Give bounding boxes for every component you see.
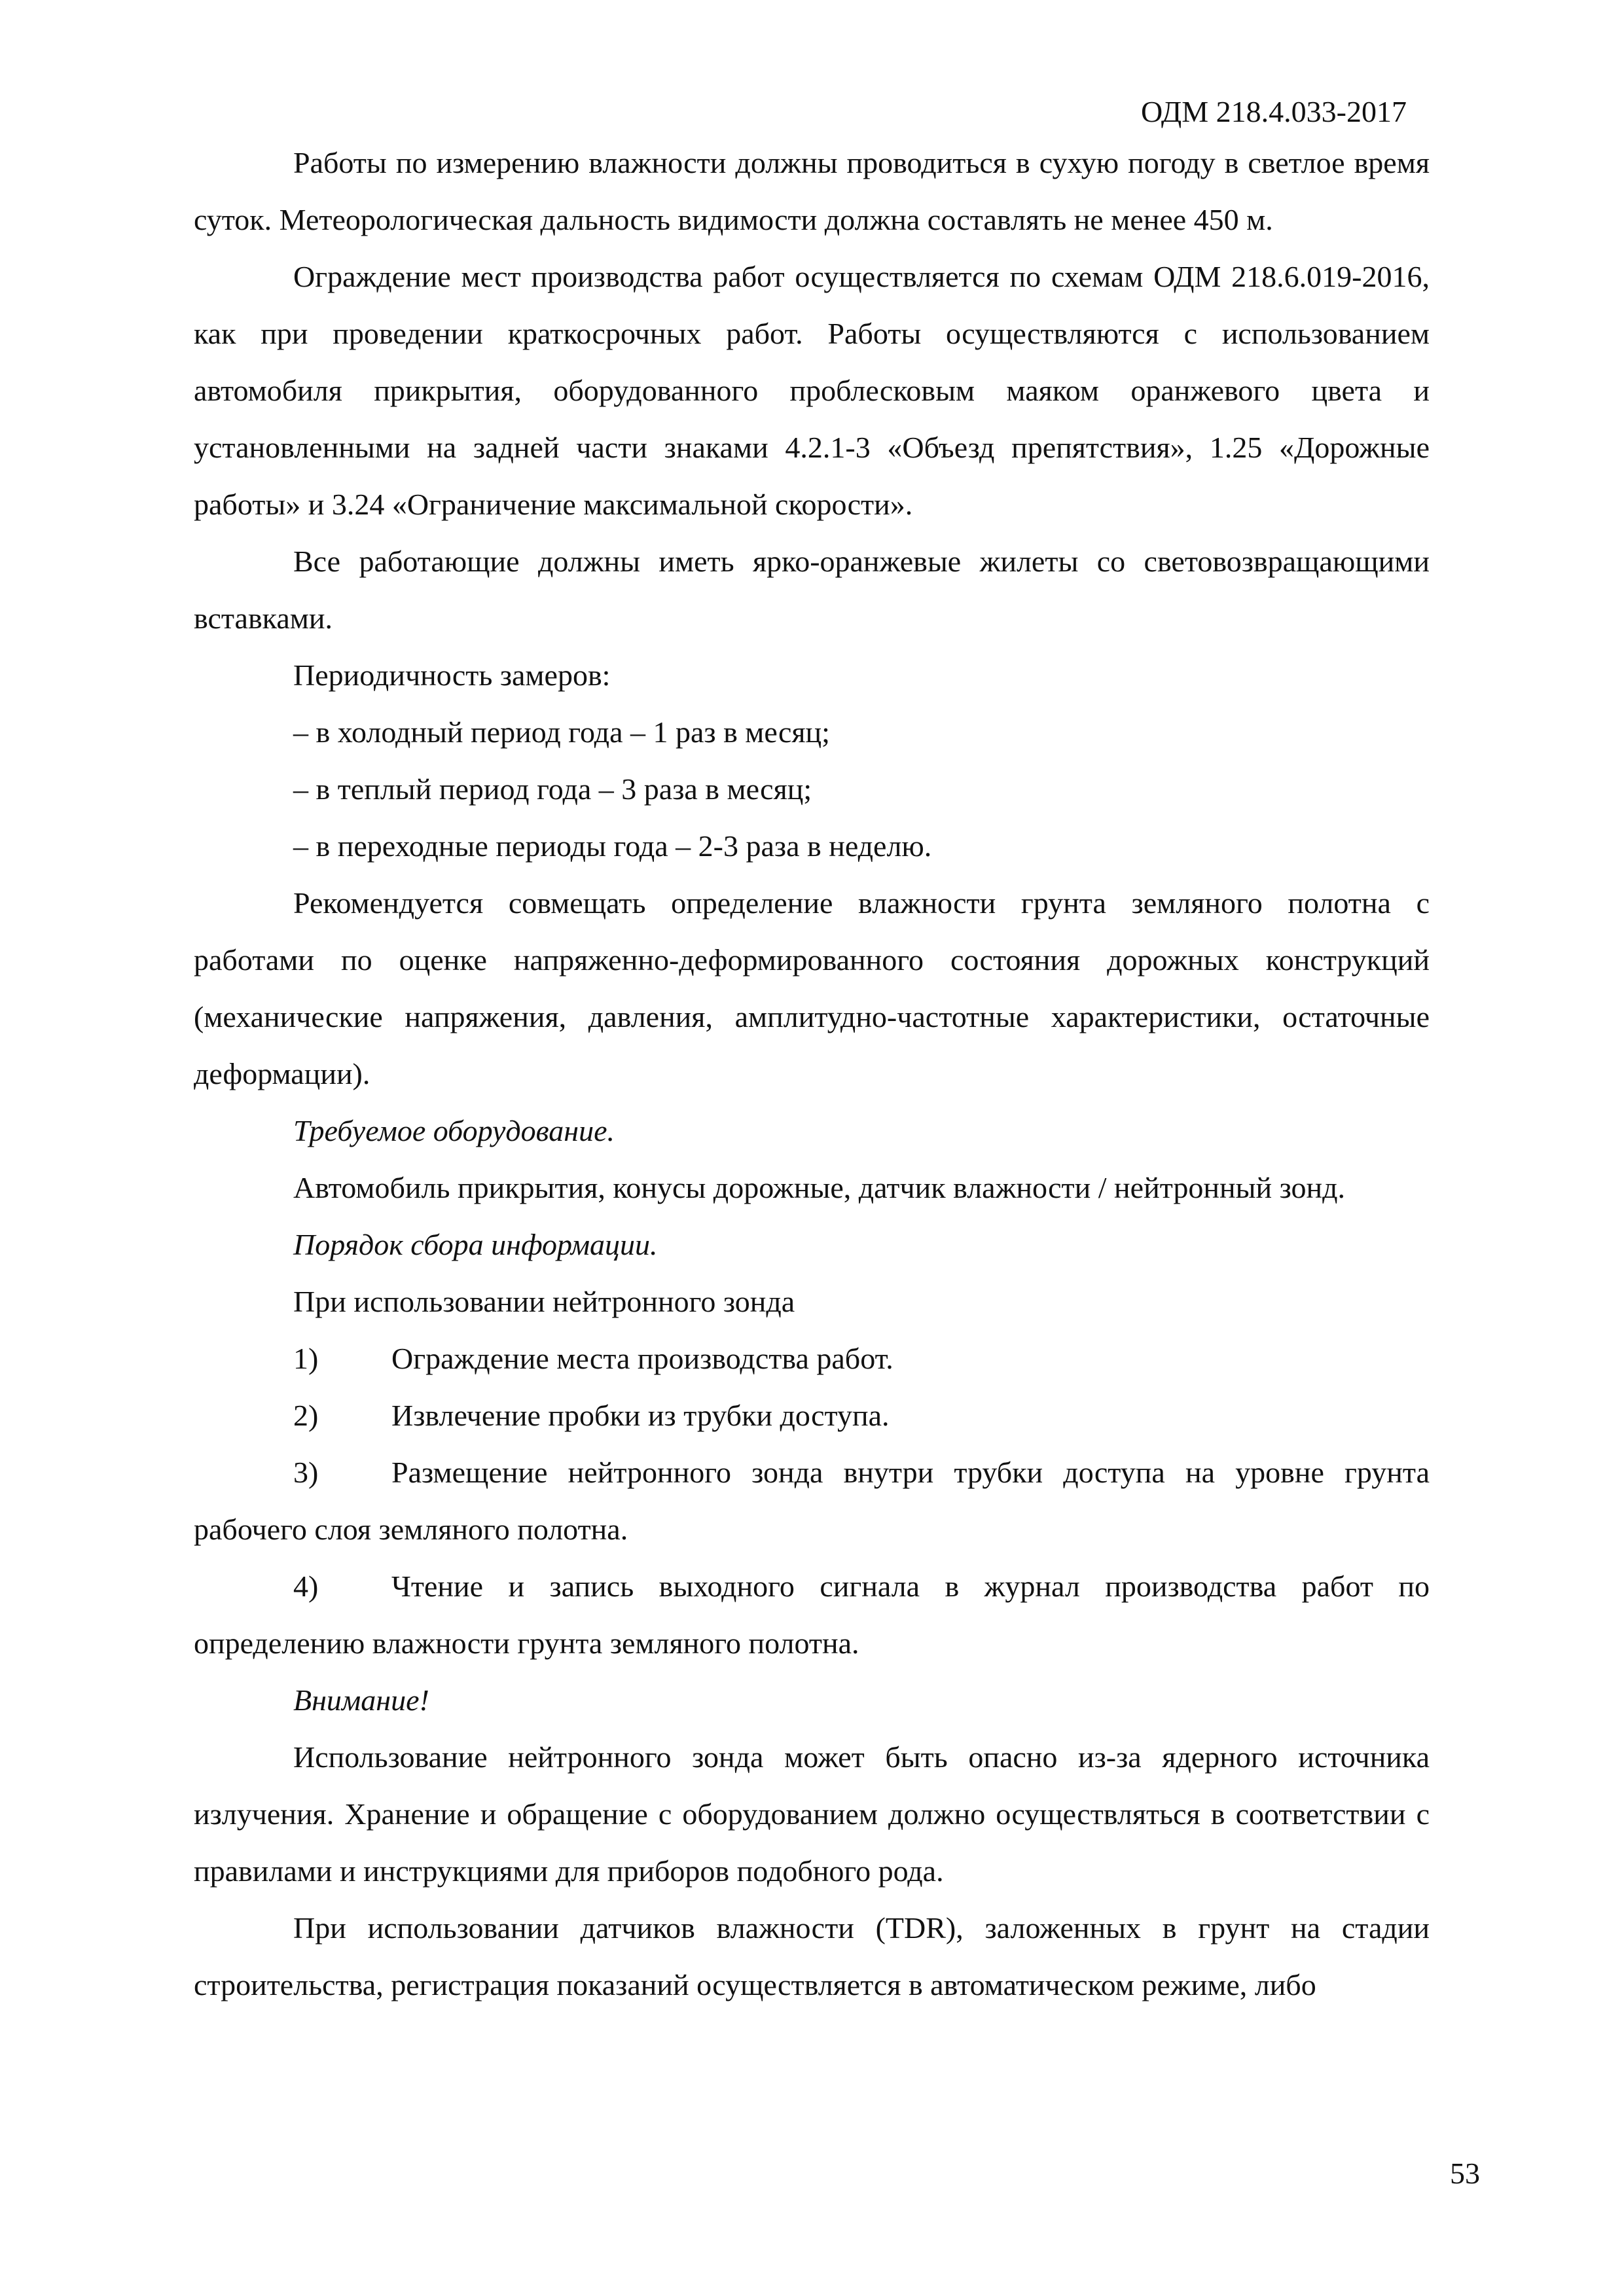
paragraph-frequency-heading: Периодичность замеров: [293, 658, 611, 692]
section-heading-equipment: Требуемое оборудование. [293, 1114, 615, 1147]
step-text: Чтение и запись выходного сигнала в журнал производства работ по определению влажности грунта земляного полотна. [194, 1570, 1430, 1660]
list-item-cold-period: – в холодный период года – 1 раз в месяц; [293, 715, 830, 749]
procedure-step [194, 1387, 1430, 1444]
step-text: Размещение нейтронного зонда внутри трубки доступа на уровне грунта рабочего слоя земляного полотна. [194, 1456, 1430, 1546]
step-text: Ограждение места производства работ. [391, 1342, 893, 1375]
step-text: Извлечение пробки из трубки доступа. [391, 1399, 890, 1432]
document-body [194, 134, 1430, 2013]
step-number: 1) [293, 1342, 319, 1375]
document-code-header: ОДМ 218.4.033-2017 [1140, 95, 1407, 128]
paragraph-work-conditions: Работы по измерению влажности должны проводиться в сухую погоду в светлое время суток. Метеорологическая дальность видимости должна составлять не менее 450 м. [194, 146, 1430, 236]
paragraph-neutron-probe-intro: При использовании нейтронного зонда [293, 1285, 795, 1318]
paragraph-vests: Все работающие должны иметь ярко-оранжевые жилеты со световозвращающими вставками. [194, 545, 1430, 635]
step-number: 2) [293, 1399, 319, 1432]
paragraph-radiation-warning: Использование нейтронного зонда может быть опасно из-за ядерного источника излучения. Хранение и обращение с оборудованием должно осуществляться в соответствии с правилами и инструкциями для приборов подобного рода. [194, 1740, 1430, 1888]
paragraph-fencing: Ограждение мест производства работ осуществляется по схемам ОДМ 218.6.019-2016, как при проведении краткосрочных работ. Работы осуществляются с использованием автомобиля прикрытия, оборудованного проблесковым маяком оранжевого цвета и установленными на задней части знаками 4.2.1-3 «Объезд препятствия», 1.25 «Дорожные работы» и 3.24 «Ограничение максимальной скорости». [194, 260, 1430, 521]
paragraph-recommendation: Рекомендуется совмещать определение влажности грунта земляного полотна с работами по оценке напряженно-деформированного состояния дорожных конструкций (механические напряжения, давления, амплитудно-частотные характеристики, остаточные деформации). [194, 886, 1430, 1090]
procedure-step [194, 1330, 1430, 1387]
list-item-transition-period: – в переходные периоды года – 2-3 раза в неделю. [293, 829, 932, 863]
step-number: 3) [293, 1456, 319, 1489]
paragraph-tdr-sensors: При использовании датчиков влажности (TDR), заложенных в грунт на стадии строительства, регистрация показаний осуществляется в автоматическом режиме, либо [194, 1911, 1430, 2001]
step-number: 4) [293, 1570, 319, 1603]
procedure-step [194, 1558, 1430, 1672]
procedure-step [194, 1444, 1430, 1558]
page-number: 53 [1450, 2157, 1480, 2190]
paragraph-equipment-list: Автомобиль прикрытия, конусы дорожные, датчик влажности / нейтронный зонд. [293, 1171, 1346, 1204]
section-heading-procedure: Порядок сбора информации. [293, 1228, 658, 1261]
list-item-warm-period: – в теплый период года – 3 раза в месяц; [293, 772, 812, 806]
warning-heading: Внимание! [293, 1683, 429, 1717]
